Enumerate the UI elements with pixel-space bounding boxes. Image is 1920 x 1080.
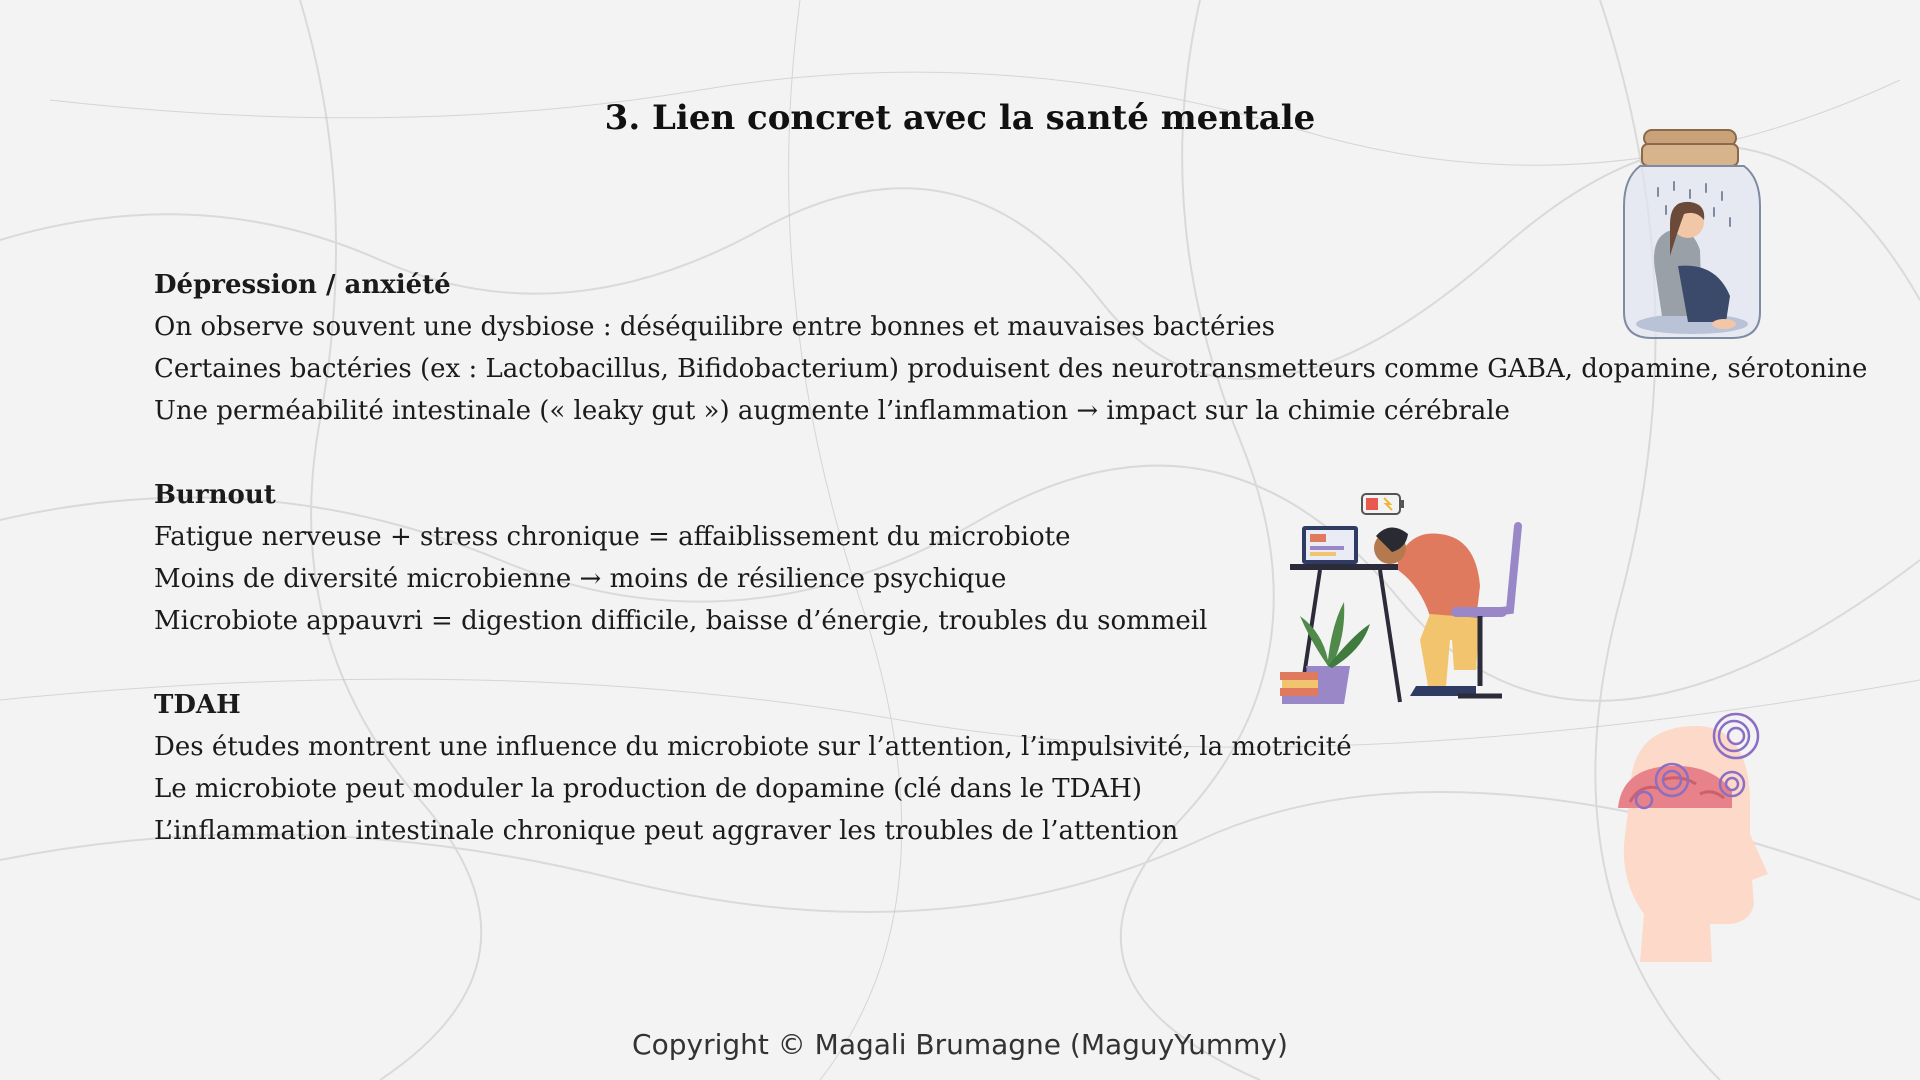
anxious-head-with-swirls-icon [1600,704,1780,964]
section-heading: TDAH [154,690,241,720]
section-line: Certaines bactéries (ex : Lactobacillus, Bifidobacterium) produisent des neurotransmetteurs comme GABA, dopamine, sérotonine [154,354,1868,384]
section-line: Le microbiote peut moduler la production de dopamine (clé dans le TDAH) [154,774,1143,804]
section-line: Moins de diversité microbienne → moins de résilience psychique [154,564,1007,594]
section-line: Une perméabilité intestinale (« leaky gut ») augmente l’inflammation → impact sur la chimie cérébrale [154,396,1510,426]
section-tdah [154,684,1794,852]
section-depression [154,264,1868,432]
section-heading: Burnout [154,480,276,510]
sad-person-in-jar-icon [1618,126,1766,342]
exhausted-worker-at-desk-icon [1280,490,1540,706]
section-line: Microbiote appauvri = digestion difficile, baisse d’énergie, troubles du sommeil [154,606,1208,636]
slide-title: 3. Lien concret avec la santé mentale [604,98,1316,138]
copyright-footer: Copyright © Magali Brumagne (MaguyYummy) [632,1028,1288,1061]
section-line: L’inflammation intestinale chronique peut aggraver les troubles de l’attention [154,816,1179,846]
section-burnout [154,474,1794,642]
section-line: Fatigue nerveuse + stress chronique = affaiblissement du microbiote [154,522,1071,552]
section-line: On observe souvent une dysbiose : déséquilibre entre bonnes et mauvaises bactéries [154,312,1275,342]
section-heading: Dépression / anxiété [154,270,451,300]
section-line: Des études montrent une influence du microbiote sur l’attention, l’impulsivité, la motricité [154,732,1352,762]
content-body [154,264,1868,894]
